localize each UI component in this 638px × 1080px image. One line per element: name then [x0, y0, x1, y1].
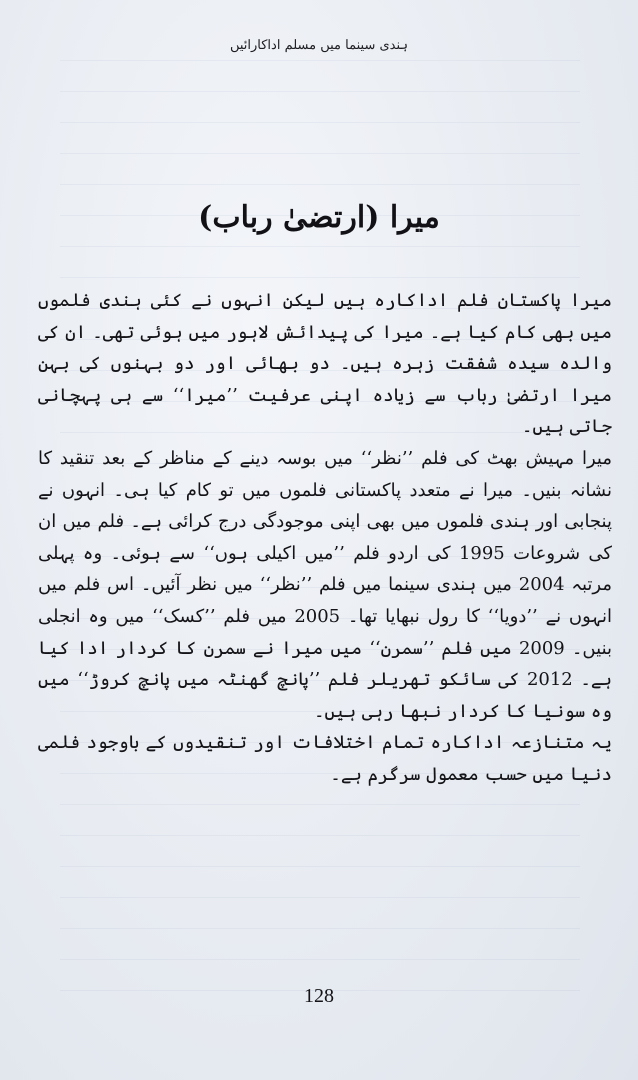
- body-text: [38, 285, 612, 791]
- paragraph: میرا پاکستان فلم اداکارہ ہیں لیکن انہوں نے کئی ہندی فلموں میں بھی کام کیا ہے۔ میرا کی پیدائش لاہور میں ہوئی تھی۔ ان کی والدہ سیدہ شفقت زہرہ ہیں۔ دو بھائی اور دو بہنوں کی بہن میرا ارتضیٰ رباب سے زیادہ اپنی عرفیت ’’میرا‘‘ سے ہی پہچانی جاتی ہیں۔: [38, 290, 612, 438]
- paragraph: میرا مہیش بھٹ کی فلم ’’نظر‘‘ میں بوسہ دینے کے مناظر کے بعد تنقید کا نشانہ بنیں۔ میرا نے متعدد پاکستانی فلموں میں تو کام کیا ہی۔ انہوں نے پنجابی اور ہندی فلموں میں بھی اپنی موجودگی درج کرائی ہے۔ فلم میں ان کی شروعات 1995 کی اردو فلم ’’میں اکیلی ہوں‘‘ سے ہوئی۔ وہ پہلی مرتبہ 2004 میں ہندی سینما میں فلم ’’نظر‘‘ میں نظر آئیں۔ اس فلم میں انہوں نے ’’دویا‘‘ کا رول نبھایا تھا۔ 2005 میں فلم ’’کسک‘‘ میں وہ انجلی بنیں۔ 2009 میں فلم ’’سمرن‘‘ میں میرا نے سمرن کا کردار ادا کیا ہے۔ 2012 کی سائکو تھریلر فلم ’’پانچ گھنٹہ میں پانچ کروڑ‘‘ میں وہ سونیا کا کردار نبھا رہی ہیں۔: [38, 447, 613, 722]
- running-header: ہندی سینما میں مسلم اداکارائیں: [229, 38, 409, 53]
- paragraph: یہ متنازعہ اداکارہ تمام اختلافات اور تنقیدوں کے باوجود فلمی دنیا میں حسب معمول سرگرم ہے۔: [38, 732, 612, 785]
- chapter-title: میرا (ارتضیٰ رباب): [198, 200, 440, 235]
- page-number: 128: [304, 985, 334, 1007]
